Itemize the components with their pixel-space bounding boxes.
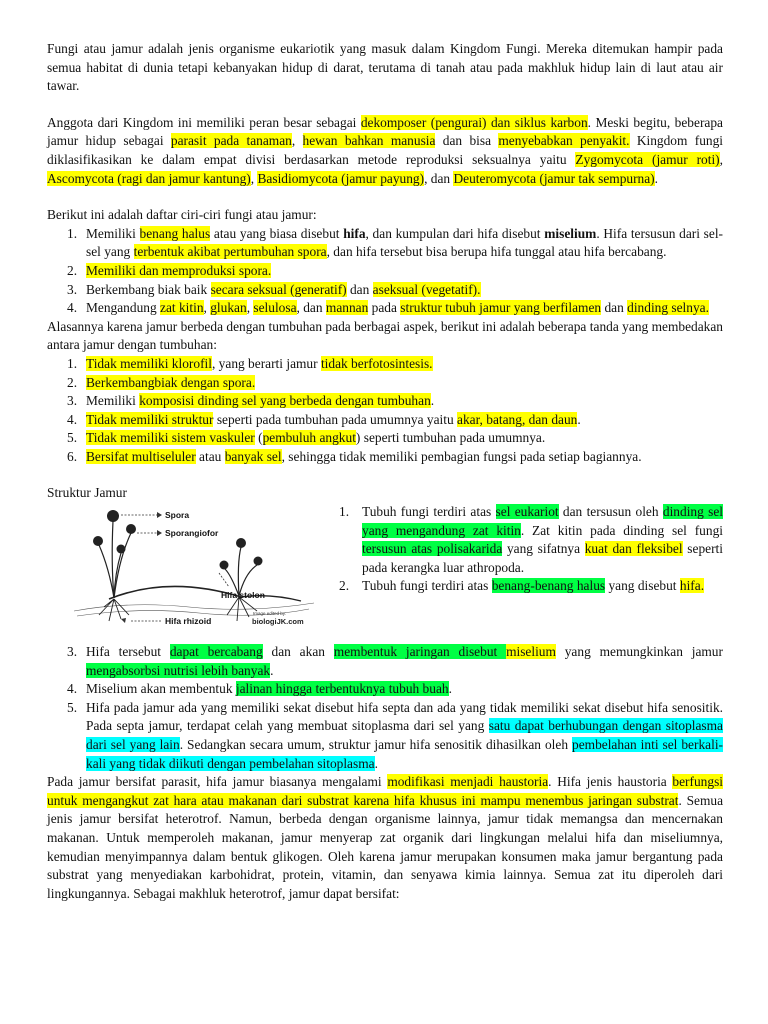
- paragraph-perbedaan-intro: Alasannya karena jamur berbeda dengan tumbuhan pada berbagai aspek, berikut ini adalah beberapa tanda yang membedakan antara jamur dengan tumbuhan:: [47, 318, 723, 353]
- highlight: dekomposer (pengurai) dan siklus karbon: [360, 114, 588, 130]
- list-item: 2. Berkembangbiak dengan spora.: [67, 374, 256, 390]
- document-page: [47, 40, 723, 903]
- struktur-list-right: [339, 503, 723, 596]
- credit-line-2: biologiJK.com: [252, 617, 304, 627]
- list-item: 5. Tidak memiliki sistem vaskuler (pembuluh angkut) seperti tumbuhan pada umumnya.: [67, 430, 546, 446]
- list-ciri: [47, 225, 723, 318]
- highlight: Basidiomycota (jamur payung): [257, 170, 425, 186]
- list-struktur-part1: [339, 503, 723, 596]
- list-item: 3. Memiliki komposisi dinding sel yang berbeda dengan tumbuhan.: [67, 393, 435, 409]
- section-title-struktur: Struktur Jamur: [47, 485, 127, 501]
- list-item: 6. Bersifat multiseluler atau banyak sel, sehingga tidak memiliki pembagian fungsi pada setiap bagiannya.: [67, 448, 642, 464]
- struktur-section: [47, 503, 723, 643]
- highlight: hewan bahkan manusia: [302, 133, 436, 149]
- list-item: 5. Hifa pada jamur ada yang memiliki sekat disebut hifa septa dan ada yang tidak memiliki sekat disebut hifa senositik. Pada septa jamur, terdapat celah yang membuat sitoplasma dari sel yang satu dapat berhubungan dengan sitoplasma dari sel yang lain. Sedangkan secara umum, struktur jamur hifa senositik dihasilkan oleh pembelahan inti sel berkali-kali yang tidak diikuti dengan pembelahan sitoplasma.: [67, 699, 724, 771]
- list-item: 4. Tidak memiliki struktur seperti pada tumbuhan pada umumnya yaitu akar, batang, dan daun.: [67, 411, 581, 427]
- list-item: 1. Tubuh fungi terdiri atas sel eukariot dan tersusun oleh dinding sel yang mengandung zat kitin. Zat kitin pada dinding sel fungi tersusun atas polisakarida yang sifatnya kuat dan fleksibel seperti pada kerangka luar athropoda.: [339, 504, 723, 575]
- list-item: 1. Memiliki benang halus atau yang biasa disebut hifa, dan kumpulan dari hifa disebut miselium. Hifa tersusun dari sel-sel yang terbentuk akibat pertumbuhan spora, dan hifa tersebut bisa berupa hifa tunggal atau hifa bercabang.: [67, 225, 724, 260]
- paragraph-intro: Fungi atau jamur adalah jenis organisme eukariotik yang masuk dalam Kingdom Fungi. Mereka ditemukan hampir pada semua habitat di dunia tetapi kebanyakan hidup di darat, terutama di tanah atau pada makhluk hidup lain di laut atau air tawar.: [47, 41, 723, 94]
- list-item: 2. Memiliki dan memproduksi spora.: [67, 262, 272, 278]
- list-item: 2. Tubuh fungi terdiri atas benang-benang halus yang disebut hifa.: [339, 578, 705, 594]
- list-item: 4. Mengandung zat kitin, glukan, selulosa, dan mannan pada struktur tubuh jamur yang berfilamen dan dinding selnya.: [67, 300, 709, 316]
- credit-line-1: Image edited by:: [253, 611, 287, 617]
- label-hifa-stolon: Hifa stolon: [221, 590, 265, 601]
- list-perbedaan: [47, 355, 723, 467]
- paragraph-kingdom: Anggota dari Kingdom ini memiliki peran besar sebagai dekomposer (pengurai) dan siklus karbon. Meski begitu, beberapa jamur hidup sebagai parasit pada tanaman, hewan bahkan manusia dan bisa menyebabkan penyakit. Kingdom fungi diklasifikasikan ke dalam empat divisi berdasarkan metode reproduksi seksualnya yaitu Zygomycota (jamur roti), Ascomycota (ragi dan jamur kantung), Basidiomycota (jamur payung), dan Deuteromycota (jamur tak sempurna).: [47, 114, 724, 186]
- fungus-structure-diagram: [69, 503, 319, 643]
- list-item: 3. Hifa tersebut dapat bercabang dan akan membentuk jaringan disebut miselium yang memungkinkan jamur mengabsorbsi nutrisi lebih banyak.: [67, 644, 723, 678]
- highlight: Zygomycota (jamur roti): [575, 151, 720, 167]
- list-struktur-part2: [47, 643, 723, 773]
- paragraph-parasit: Pada jamur bersifat parasit, hifa jamur biasanya mengalami modifikasi menjadi haustoria. Hifa jenis haustoria berfungsi untuk mengangkut zat hara atau makanan dari substrat karena hifa khusus ini mampu menembus jaringan substrat. Semua jenis jamur bersifat heterotrof. Namun, berbeda dengan organisme lainnya, jamur tidak memangsa dan mencernakan makanan. Untuk memperoleh makanan, jamur menyerap zat organik dari lingkungan melalui hifa dan miseliumnya, kemudian menyimpannya dalam bentuk glikogen. Oleh karena jamur merupakan konsumen maka jamur bergantung pada substrat yang menyediakan karbohidrat, protein, vitamin, dan senyawa kimia lainnya. Semua zat itu diperoleh dari lingkungannya. Sebagai makhluk heterotrof, jamur dapat bersifat:: [47, 774, 724, 901]
- list-item: 3. Berkembang biak baik secara seksual (generatif) dan aseksual (vegetatif).: [67, 281, 481, 297]
- highlight: menyebabkan penyakit.: [498, 133, 630, 149]
- list-item: 1. Tidak memiliki klorofil, yang berarti jamur tidak berfotosintesis.: [67, 355, 433, 371]
- highlight: Ascomycota (ragi dan jamur kantung): [47, 170, 251, 186]
- highlight: parasit pada tanaman: [170, 133, 292, 149]
- paragraph-ciri-intro: Berikut ini adalah daftar ciri-ciri fungi atau jamur:: [47, 207, 317, 223]
- highlight: Deuteromycota (jamur tak sempurna): [453, 170, 655, 186]
- label-hifa-rhizoid: Hifa rhizoid: [165, 616, 212, 627]
- label-sporangiofor: Sporangiofor: [165, 528, 219, 539]
- list-item: 4. Miselium akan membentuk jalinan hingga terbentuknya tubuh buah.: [67, 681, 452, 697]
- label-spora: Spora: [165, 510, 190, 521]
